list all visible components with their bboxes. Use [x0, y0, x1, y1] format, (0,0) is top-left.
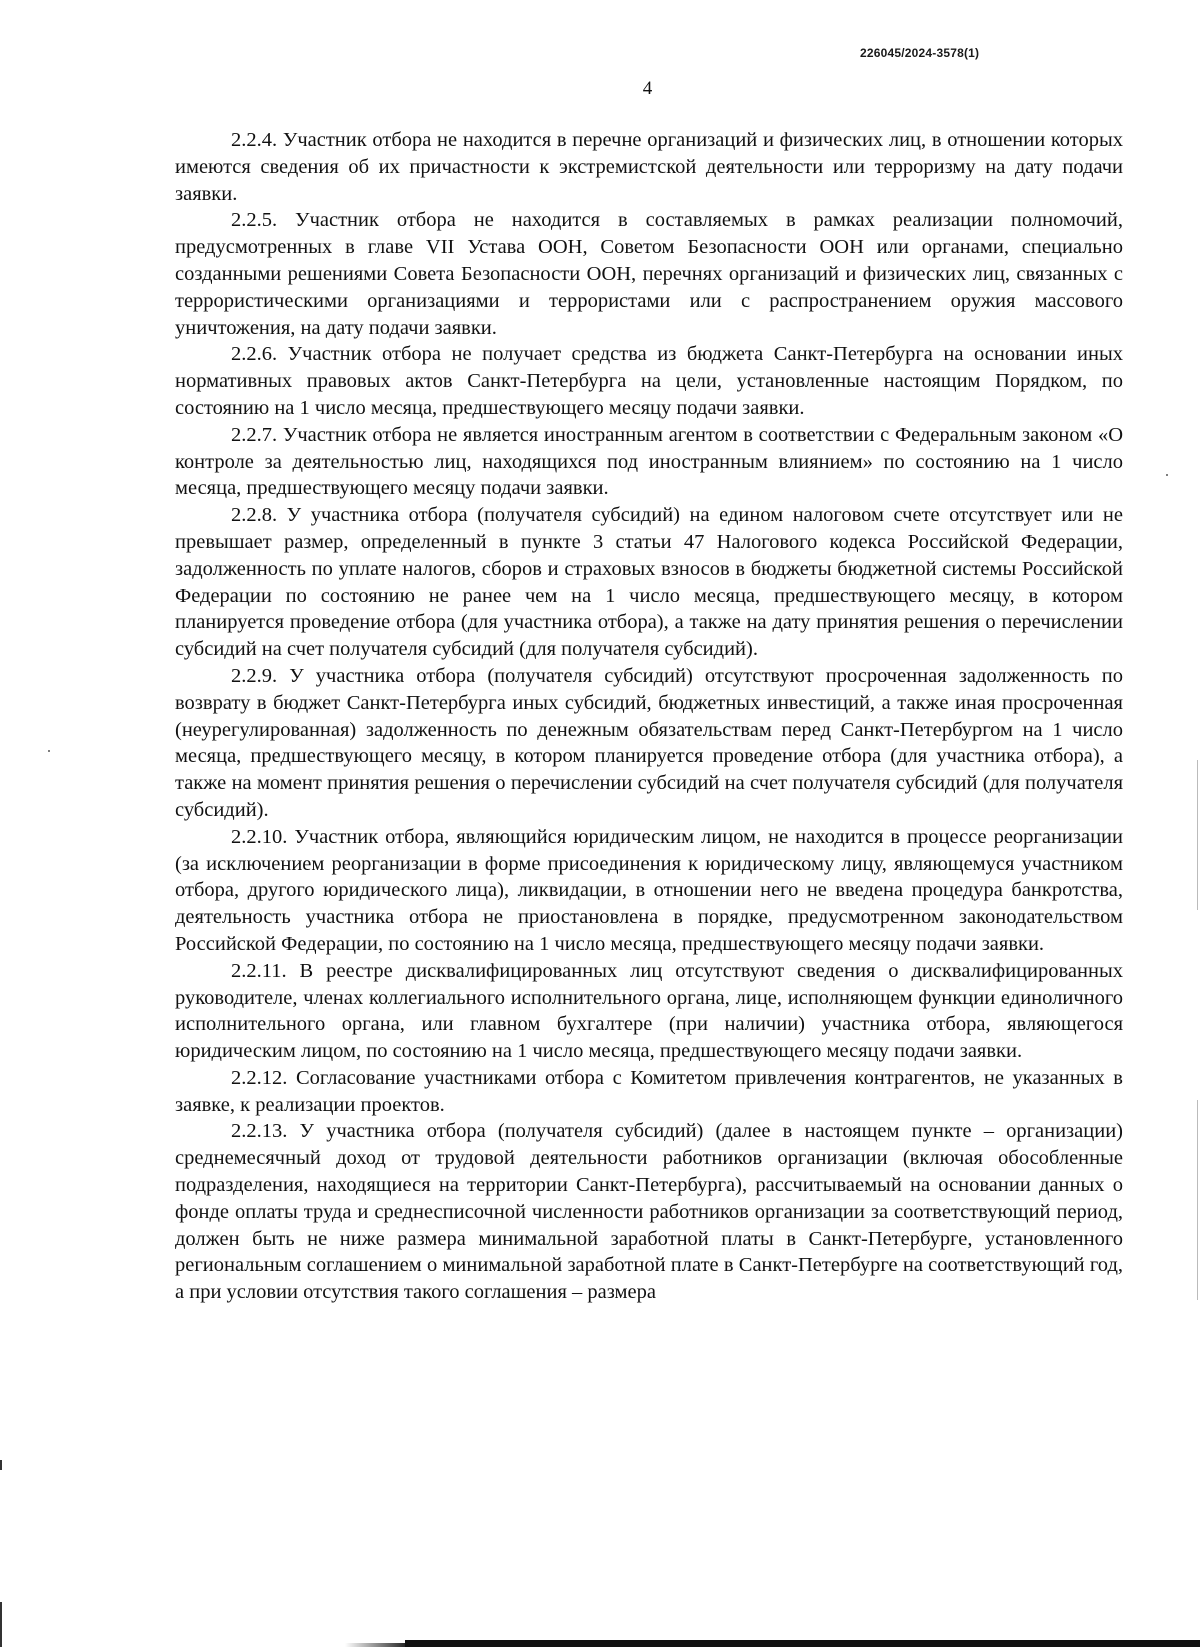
paragraph-2-2-7: 2.2.7. Участник отбора не является иностранным агентом в соответствии с Федеральным законом «О контроле за деятельностью лиц, находящихся под иностранным влиянием» по состоянию на 1 число месяца, предшествующего месяцу подачи заявки.	[175, 423, 1123, 500]
paragraph-2-2-11: 2.2.11. В реестре дисквалифицированных лиц отсутствуют сведения о дисквалифицированных руководителе, членах коллегиального исполнительного органа, лице, исполняющем функции единоличного исполнительного органа, или главном бухгалтере (при наличии) участника отбора, являющегося юридическим лицом, по состоянию на 1 число месяца, предшествующего месяцу подачи заявки.	[175, 959, 1123, 1063]
page-number: 4	[642, 78, 653, 99]
scan-edge-mark-right	[1197, 1100, 1198, 1300]
paragraph-2-2-8: 2.2.8. У участника отбора (получателя субсидий) на едином налоговом счете отсутствует или не превышает размер, определенный в пункте 3 статьи 47 Налогового кодекса Российской Федерации, задолженность по уплате налогов, сборов и страховых взносов в бюджеты бюджетной системы Российской Федерации по состоянию не ранее чем на 1 число месяца, предшествующего месяцу, в котором планируется проведение отбора (для участника отбора), а также на дату принятия решения о перечислении субсидий на счет получателя субсидий (для получателя субсидий).	[175, 504, 1123, 661]
paragraph-2-2-4: 2.2.4. Участник отбора не находится в перечне организаций и физических лиц, в отношении которых имеются сведения об их причастности к экстремистской деятельности или терроризму на дату подачи заявки.	[175, 129, 1123, 205]
scan-bottom-edge	[405, 1640, 1200, 1647]
scan-speck	[48, 750, 50, 752]
scan-speck	[1166, 474, 1168, 476]
document-body	[175, 127, 1123, 1306]
paragraph-2-2-6: 2.2.6. Участник отбора не получает средства из бюджета Санкт-Петербурга на основании иных нормативных правовых актов Санкт-Петербурга на цели, установленные настоящим Порядком, по состоянию на 1 число месяца, предшествующего месяцу подачи заявки.	[175, 343, 1123, 419]
scan-edge-mark-left	[0, 1602, 2, 1647]
scan-edge-mark-left	[0, 1460, 2, 1470]
paragraph-2-2-12: 2.2.12. Согласование участниками отбора с Комитетом привлечения контрагентов, не указанных в заявке, к реализации проектов.	[175, 1066, 1123, 1116]
document-registration-number: 226045/2024-3578(1)	[860, 46, 980, 60]
paragraph-2-2-13: 2.2.13. У участника отбора (получателя субсидий) (далее в настоящем пункте – организации) среднемесячный доход от трудовой деятельности работников организации (включая обособленные подразделения, находящиеся на территории Санкт-Петербурга), рассчитываемый на основании данных о фонде оплаты труда и среднесписочной численности работников организации за соответствующий период, должен быть не ниже размера минимальной заработной платы в Санкт-Петербурге, установленного региональным соглашением о минимальной заработной плате в Санкт-Петербурге на соответствующий год, а при условии отсутствия такого соглашения – размера	[175, 1120, 1123, 1304]
scan-bottom-edge-fade	[345, 1643, 405, 1647]
paragraph-2-2-9: 2.2.9. У участника отбора (получателя субсидий) отсутствуют просроченная задолженность по возврату в бюджет Санкт-Петербурга иных субсидий, бюджетных инвестиций, а также иная просроченная (неурегулированная) задолженность по денежным обязательствам перед Санкт-Петербургом на 1 число месяца, предшествующего месяцу, в котором планируется проведение отбора (для участника отбора), а также на момент принятия решения о перечислении субсидий на счет получателя субсидий (для получателя субсидий).	[175, 664, 1123, 821]
paragraph-2-2-5: 2.2.5. Участник отбора не находится в составляемых в рамках реализации полномочий, предусмотренных в главе VII Устава ООН, Советом Безопасности ООН или органами, специально созданными решениями Совета Безопасности ООН, перечнях организаций и физических лиц, связанных с террористическими организациями и террористами или с распространением оружия массового уничтожения, на дату подачи заявки.	[175, 209, 1123, 339]
scan-edge-mark-right	[1197, 760, 1198, 910]
paragraph-2-2-10: 2.2.10. Участник отбора, являющийся юридическим лицом, не находится в процессе реорганизации (за исключением реорганизации в форме присоединения к юридическому лицу, являющемуся участником отбора, другого юридического лица), ликвидации, в отношении него не введена процедура банкротства, деятельность участника отбора не приостановлена в порядке, предусмотренном законодательством Российской Федерации, по состоянию на 1 число месяца, предшествующего месяцу подачи заявки.	[175, 825, 1123, 955]
